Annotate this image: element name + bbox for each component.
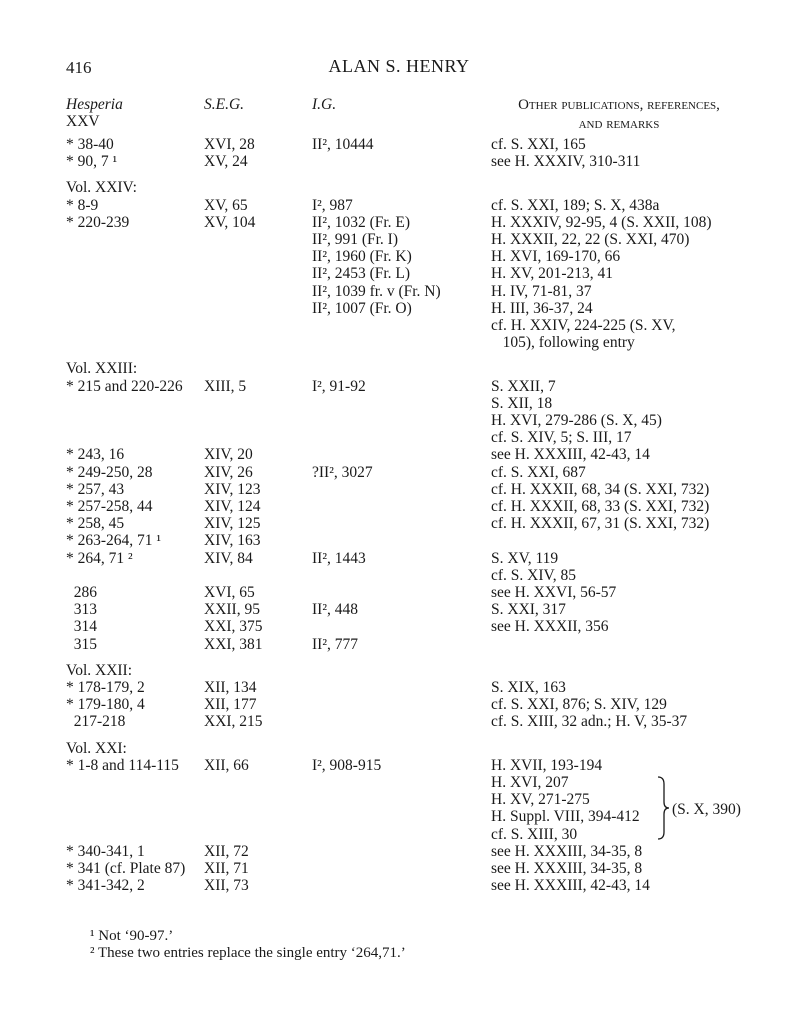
ig-cell: I², 91-92 bbox=[312, 377, 366, 395]
seg-cell: XXII, 95 bbox=[204, 601, 260, 619]
hesperia-cell: * 257, 43 bbox=[66, 480, 125, 498]
seg-cell: XV, 65 bbox=[204, 196, 248, 214]
other-cell: cf. S. XIV, 85 bbox=[491, 566, 576, 584]
table-row bbox=[0, 429, 798, 447]
table-row bbox=[0, 618, 798, 636]
seg-cell: XIII, 5 bbox=[204, 377, 247, 395]
right-brace-icon bbox=[656, 776, 670, 840]
other-cell: cf. S. XXI, 876; S. XIV, 129 bbox=[491, 696, 667, 714]
ig-cell: II², 1443 bbox=[312, 549, 366, 567]
other-cell: S. XXII, 7 bbox=[491, 377, 556, 395]
hesperia-cell: 217-218 bbox=[66, 713, 126, 731]
table-row bbox=[0, 877, 798, 895]
table-row bbox=[0, 532, 798, 550]
table-row bbox=[0, 550, 798, 568]
table-row bbox=[0, 231, 798, 249]
other-cell: H. XXXIV, 92-95, 4 (S. XXII, 108) bbox=[491, 213, 712, 231]
table-row bbox=[0, 283, 798, 301]
other-cell: S. XXI, 317 bbox=[491, 601, 566, 619]
table-row bbox=[0, 584, 798, 602]
hesperia-cell: * 249-250, 28 bbox=[66, 463, 153, 481]
table-row bbox=[0, 636, 798, 654]
other-cell: cf. S. XXI, 687 bbox=[491, 463, 586, 481]
other-cell: H. XXXII, 22, 22 (S. XXI, 470) bbox=[491, 231, 690, 248]
seg-cell: XII, 72 bbox=[204, 842, 249, 860]
seg-cell: XXI, 381 bbox=[204, 635, 263, 653]
hesperia-cell: * 341-342, 2 bbox=[66, 877, 145, 895]
hesperia-cell: 315 bbox=[66, 635, 97, 653]
table-row bbox=[0, 300, 798, 318]
table-row bbox=[0, 248, 798, 266]
ig-cell: II², 777 bbox=[312, 635, 358, 653]
table-row bbox=[0, 136, 798, 154]
table-row bbox=[0, 153, 798, 171]
other-cell: see H. XXXIII, 34-35, 8 bbox=[491, 860, 643, 877]
seg-cell: XIV, 84 bbox=[204, 549, 253, 567]
footnote-1: ¹ Not ‘90-97.’ bbox=[90, 928, 174, 944]
footnote-2: ² These two entries replace the single entry ‘264,71.’ bbox=[90, 945, 406, 961]
table-row bbox=[0, 214, 798, 232]
seg-cell: XVI, 65 bbox=[204, 584, 255, 601]
hesperia-cell: * 263-264, 71 ¹ bbox=[66, 532, 162, 550]
hesperia-cell: * 1-8 and 114-115 bbox=[66, 756, 179, 774]
hesperia-cell: 286 bbox=[66, 584, 97, 601]
hesperia-cell: * 178-179, 2 bbox=[66, 679, 145, 696]
seg-cell: XII, 66 bbox=[204, 756, 249, 774]
other-cell: cf. H. XXIV, 224-225 (S. XV, bbox=[491, 317, 676, 334]
hesperia-cell: * 179-180, 4 bbox=[66, 696, 145, 714]
column-header-other bbox=[488, 96, 750, 134]
table-row bbox=[0, 378, 798, 396]
seg-cell: XIV, 124 bbox=[204, 498, 261, 515]
table-row bbox=[0, 757, 798, 775]
other-cell: cf. S. XXI, 165 bbox=[491, 136, 586, 153]
ig-cell: II², 991 (Fr. I) bbox=[312, 231, 399, 248]
volume-heading-row bbox=[0, 179, 798, 197]
hesperia-cell: 313 bbox=[66, 601, 97, 619]
seg-cell: XV, 104 bbox=[204, 213, 256, 231]
table-row bbox=[0, 446, 798, 464]
other-cell: cf. S. XIII, 32 adn.; H. V, 35-37 bbox=[491, 713, 688, 731]
ig-cell: II², 448 bbox=[312, 601, 358, 619]
other-cell: S. XII, 18 bbox=[491, 394, 553, 412]
hesperia-cell: * 258, 45 bbox=[66, 515, 125, 533]
table-row bbox=[0, 696, 798, 714]
other-cell: cf. S. XIII, 30 bbox=[491, 825, 578, 843]
other-cell: H. XV, 271-275 bbox=[491, 791, 590, 809]
other-cell: S. XIX, 163 bbox=[491, 679, 566, 696]
page-number: 416 bbox=[66, 58, 92, 77]
other-cell: H. III, 36-37, 24 bbox=[491, 299, 593, 317]
other-cell: cf. S. XXI, 189; S. X, 438a bbox=[491, 196, 660, 214]
other-cell: H. XVII, 193-194 bbox=[491, 756, 603, 774]
ig-cell: ?II², 3027 bbox=[312, 463, 373, 481]
other-cell: S. XV, 119 bbox=[491, 549, 559, 567]
other-cell: see H. XXXIII, 34-35, 8 bbox=[491, 842, 643, 860]
table-row bbox=[0, 197, 798, 215]
volume-heading-row bbox=[0, 662, 798, 680]
hesperia-cell: * 341 (cf. Plate 87) bbox=[66, 860, 186, 877]
table-row bbox=[0, 826, 798, 844]
hesperia-cell: * 220-239 bbox=[66, 213, 130, 231]
volume-heading: Vol. XXI: bbox=[66, 739, 127, 757]
column-header-other-line2: and remarks bbox=[578, 116, 660, 132]
table-row bbox=[0, 317, 798, 335]
seg-cell: XII, 134 bbox=[204, 679, 257, 696]
table-row bbox=[0, 464, 798, 482]
seg-cell: XIV, 123 bbox=[204, 480, 261, 498]
running-title: ALAN S. HENRY bbox=[328, 56, 470, 76]
other-cell: cf. H. XXXII, 67, 31 (S. XXI, 732) bbox=[491, 515, 710, 533]
other-cell: cf. S. XIV, 5; S. III, 17 bbox=[491, 429, 632, 447]
ig-cell: II², 1039 fr. v (Fr. N) bbox=[312, 282, 441, 300]
table-row bbox=[0, 774, 798, 792]
table-row bbox=[0, 395, 798, 413]
hesperia-cell: * 38-40 bbox=[66, 136, 114, 153]
other-cell: 105), following entry bbox=[491, 334, 635, 352]
table-row bbox=[0, 860, 798, 878]
other-cell: see H. XXXII, 356 bbox=[491, 618, 609, 636]
other-cell: H. XVI, 207 bbox=[491, 774, 569, 791]
table-row bbox=[0, 265, 798, 283]
ig-cell: II², 2453 (Fr. L) bbox=[312, 265, 411, 283]
hesperia-cell: * 264, 71 ² bbox=[66, 549, 133, 567]
volume-heading-row bbox=[0, 360, 798, 378]
table-row bbox=[0, 334, 798, 352]
hesperia-cell: * 257-258, 44 bbox=[66, 498, 153, 515]
ig-cell: II², 1032 (Fr. E) bbox=[312, 213, 411, 231]
brace-note: (S. X, 390) bbox=[672, 801, 741, 818]
table-row bbox=[0, 601, 798, 619]
column-header-other-line1: Other publications, references, bbox=[518, 97, 720, 113]
column-header-seg: S.E.G. bbox=[204, 96, 245, 113]
seg-cell: XV, 24 bbox=[204, 153, 248, 171]
column-header-hesperia-volume: XXV bbox=[66, 113, 100, 130]
volume-heading: Vol. XXIII: bbox=[66, 360, 138, 378]
other-cell: see H. XXXIII, 42-43, 14 bbox=[491, 446, 650, 464]
seg-cell: XII, 73 bbox=[204, 877, 249, 895]
volume-heading: Vol. XXII: bbox=[66, 661, 133, 679]
seg-cell: XXI, 215 bbox=[204, 713, 263, 731]
ig-cell: II², 1007 (Fr. O) bbox=[312, 299, 412, 317]
seg-cell: XIV, 125 bbox=[204, 515, 261, 533]
other-cell: H. XVI, 169-170, 66 bbox=[491, 248, 621, 266]
table-row bbox=[0, 481, 798, 499]
table-row bbox=[0, 412, 798, 430]
volume-heading: Vol. XXIV: bbox=[66, 179, 137, 197]
seg-cell: XII, 177 bbox=[204, 696, 257, 714]
seg-cell: XII, 71 bbox=[204, 860, 249, 877]
other-cell: cf. H. XXXII, 68, 34 (S. XXI, 732) bbox=[491, 480, 710, 498]
hesperia-cell: * 90, 7 ¹ bbox=[66, 153, 118, 171]
column-header-ig: I.G. bbox=[312, 96, 337, 113]
hesperia-cell: * 340-341, 1 bbox=[66, 842, 145, 860]
other-cell: H. Suppl. VIII, 394-412 bbox=[491, 808, 640, 826]
hesperia-cell: * 8-9 bbox=[66, 196, 99, 214]
other-cell: H. XV, 201-213, 41 bbox=[491, 265, 613, 283]
other-cell: see H. XXXIII, 42-43, 14 bbox=[491, 877, 650, 895]
table-row bbox=[0, 567, 798, 585]
hesperia-cell: * 243, 16 bbox=[66, 446, 125, 464]
hesperia-cell: * 215 and 220-226 bbox=[66, 377, 183, 395]
ig-cell: II², 10444 bbox=[312, 136, 374, 153]
other-cell: see H. XXXIV, 310-311 bbox=[491, 153, 641, 171]
other-cell: cf. H. XXXII, 68, 33 (S. XXI, 732) bbox=[491, 498, 710, 515]
column-header-hesperia: Hesperia bbox=[66, 96, 123, 113]
seg-cell: XIV, 20 bbox=[204, 446, 253, 464]
other-cell: H. IV, 71-81, 37 bbox=[491, 282, 592, 300]
ig-cell: I², 987 bbox=[312, 196, 353, 214]
volume-heading-row bbox=[0, 740, 798, 758]
table-row bbox=[0, 498, 798, 516]
seg-cell: XVI, 28 bbox=[204, 136, 255, 153]
seg-cell: XXI, 375 bbox=[204, 618, 263, 636]
ig-cell: II², 1960 (Fr. K) bbox=[312, 248, 412, 266]
seg-cell: XIV, 163 bbox=[204, 532, 261, 550]
other-cell: H. XVI, 279-286 (S. X, 45) bbox=[491, 412, 662, 429]
table-row bbox=[0, 679, 798, 697]
other-cell: see H. XXVI, 56-57 bbox=[491, 584, 617, 601]
table-row bbox=[0, 843, 798, 861]
seg-cell: XIV, 26 bbox=[204, 463, 253, 481]
ig-cell: I², 908-915 bbox=[312, 756, 382, 774]
hesperia-cell: 314 bbox=[66, 618, 97, 636]
table-row bbox=[0, 515, 798, 533]
table-row bbox=[0, 713, 798, 731]
